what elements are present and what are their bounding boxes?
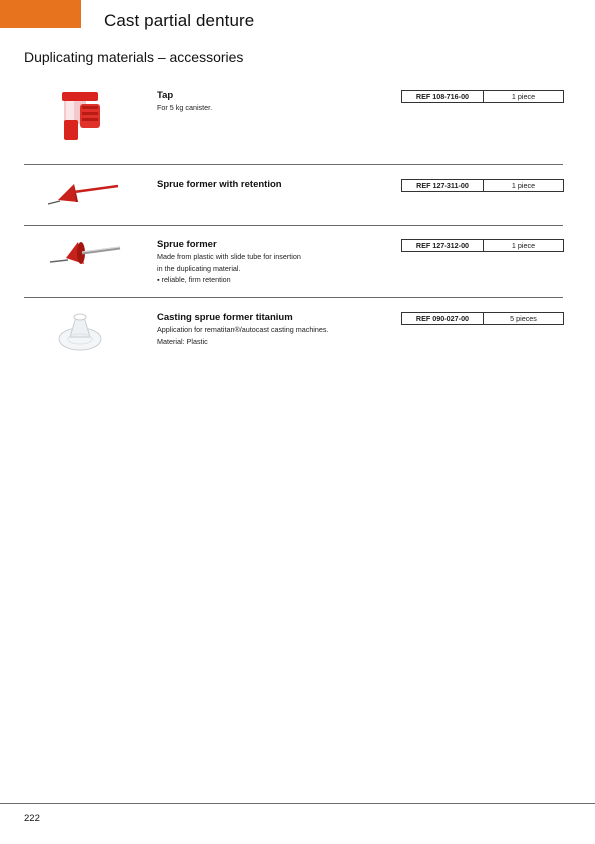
product-name: Sprue former with retention (157, 179, 282, 190)
header-accent-tab (0, 0, 81, 28)
page-title: Cast partial denture (104, 11, 255, 30)
quantity: 1 piece (511, 92, 536, 101)
product-description-line: Made from plastic with slide tube for insertion (157, 252, 301, 261)
row-divider (24, 297, 563, 298)
product-feature-bullet: ▪ reliable, firm retention (157, 275, 231, 284)
ref-number: REF 090-027-00 (402, 313, 484, 324)
ref-number: REF 108-716-00 (402, 91, 484, 102)
product-description-line: Application for rematitan®/autocast casting machines. (157, 325, 329, 334)
product-description-line: Material: Plastic (157, 337, 208, 346)
quantity: 1 piece (511, 241, 536, 250)
ref-box (401, 179, 564, 192)
quantity: 5 pieces (510, 314, 537, 323)
sprue-former-image (48, 238, 122, 270)
product-description-line: For 5 kg canister. (157, 103, 213, 112)
ref-box (401, 239, 564, 252)
tap-image (56, 88, 106, 142)
quantity: 1 piece (511, 181, 536, 190)
product-name: Sprue former (157, 239, 217, 250)
product-description-line: in the duplicating material. (157, 263, 241, 273)
casting-sprue-former-image (56, 309, 104, 353)
ref-number: REF 127-311-00 (402, 180, 484, 191)
row-divider (24, 164, 563, 165)
row-divider (24, 225, 563, 226)
ref-box (401, 90, 564, 103)
ref-number: REF 127-312-00 (402, 240, 484, 251)
section-title: Duplicating materials – accessories (24, 49, 244, 65)
ref-box (401, 312, 564, 325)
product-name: Casting sprue former titanium (157, 312, 293, 323)
footer-divider (0, 803, 595, 804)
page-number: 222 (24, 813, 40, 824)
product-name: Tap (157, 90, 174, 101)
sprue-former-retention-image (46, 178, 120, 208)
